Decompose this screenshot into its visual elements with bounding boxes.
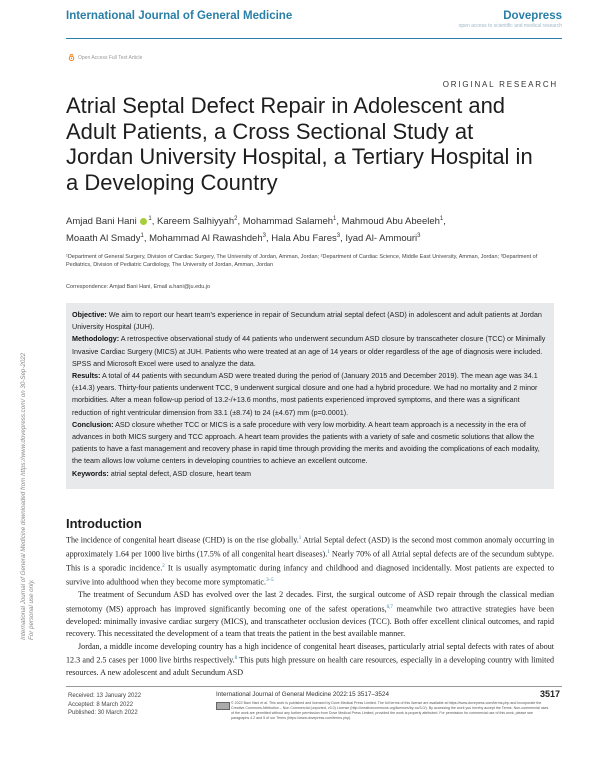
author-name[interactable]: , Iyad Al- Ammouri [340, 233, 418, 245]
abstract-keywords [72, 468, 548, 480]
reference-link[interactable]: 2 [162, 564, 165, 570]
author-name[interactable]: Moaath Al Smady [66, 233, 141, 245]
paragraph [66, 533, 554, 589]
publisher-brand[interactable] [459, 10, 562, 29]
abstract-text: ASD closure whether TCC or MICS is a safe procedure with very low morbidity. A heart team approach is a necessity in the era of advances in both MICS surgery and TCC approach. A heart team provides the patients with a variety of safe and cosmetic solutions that allow the patients to have a fast management and recovery phase in rapid time through providing the merits and avoiding the complications of each modality, the team allows low volume centers in developing countries to achieve an excellent outcome. [72, 419, 540, 466]
abstract-label: Objective: [72, 310, 107, 319]
footer-divider [66, 686, 562, 687]
author-name[interactable]: , Kareem Salhiyyah [151, 216, 235, 228]
download-line: International Journal of General Medicine downloaded from https://www.dovepress.com/ on 30-Sep-2022 [20, 352, 27, 640]
text: Nearly 70% of all Atrial septal defects are of the secundum subtype. This is a sporadic incidence. [66, 549, 554, 573]
abstract-results [72, 370, 548, 419]
affiliation-ref: 3 [262, 233, 266, 240]
abstract-label: Conclusion: [72, 419, 114, 429]
citation-line[interactable]: International Journal of General Medicine 2022:15 3517–3524 [216, 691, 389, 698]
open-access-label: Open Access Full Text Article [78, 54, 143, 61]
abstract-text: A total of 44 patients with secundum ASD were treated during the period of (January 2015 and December 2019). The mean age was 34.1 (±14.3) years. Thirty-four patients underwent TCC, 9 underwent surgical closure and one had a hybrid procedure. We had no mortality and 2 minor morbidities. After a mean follow-up period of 13.2-/+13.6 months, most patients experienced improved symptoms, and there was a significant reduction of right ventricular dimension from 33.1 (±8.74) to 24 (±4.67) mm (p=0.0001). [72, 371, 538, 417]
author-name[interactable]: , Mohammad Salameh [237, 216, 334, 228]
affiliation-ref: 1 [333, 216, 337, 222]
article-type: ORIGINAL RESEARCH [442, 80, 558, 89]
text: The incidence of congenital heart disease (CHD) is on the rise globally. [66, 535, 299, 545]
author-name[interactable]: , Hala Abu Fares [265, 233, 337, 245]
introduction-body [66, 533, 554, 680]
author-line-1: Amjad Bani Hani $^1$, Kareem Salhiyyah$^2$, Mohammad Salameh$^1$, Mahmoud Abu Abeeleh$^1$, [66, 216, 446, 228]
author-name[interactable]: , Mahmoud Abu Abeeleh [336, 216, 440, 228]
affiliation-ref: 2 [234, 216, 238, 222]
publisher-tagline: open access to scientific and medical research [458, 23, 562, 29]
affiliation-ref: 1 [140, 233, 144, 240]
download-watermark [6, 140, 36, 640]
received-date: Received: 13 January 2022 [68, 693, 142, 699]
download-watermark-text [20, 353, 36, 640]
article-title: Atrial Septal Defect Repair in Adolescent and Adult Patients, a Cross Sectional Study at Jordan University Hospital, a Tertiary Hospital in a Developing Country [66, 93, 533, 195]
orcid-icon[interactable] [140, 218, 147, 225]
correspondence: Correspondence: Amjad Bani Hani, Email a.hani@ju.edu.jo [66, 284, 211, 290]
open-access-lock-icon [68, 54, 75, 61]
accepted-date: Accepted: 8 March 2022 [68, 701, 134, 708]
text: It is usually asymptomatic during infancy and childhood and diagnosed incidentally. Most patients are expected to survive into adulthood when they become more symptomatic. [66, 563, 554, 587]
publisher-name: Dovepress [503, 10, 562, 22]
text: The treatment of Secundum ASD has evolved over the last 2 decades. First, the surgical outcome of ASD repair through the classical median sternotomy (MS) approach has improved significantly becoming one of the safest operations, [66, 590, 554, 614]
text: Jordan, a middle income developing country has a high incidence of congenital heart diseases, particularly atrial septal defects with rates of about 12.3 and 2.5 cases per 1000 live births respectively. [66, 641, 554, 665]
abstract-label: Results: [72, 371, 101, 381]
reference-link[interactable]: 3–5 [266, 578, 274, 584]
abstract-text: A retrospective observational study of 44 patients who underwent secundum ASD closure by transcatheter closure (TCC) or Minimally Invasive Cardiac Surgery (MICS) at JUH. Patients who were treated at an age of 14 years or older regardless of the age of diagnosis were included. SPSS and Microsoft Excel were used to analyze the data. [72, 334, 546, 368]
author-list [66, 212, 536, 246]
author-name[interactable]: Amjad Bani Hani [66, 216, 137, 228]
journal-name[interactable]: International Journal of General Medicine [66, 10, 293, 22]
personal-use-line: For personal use only. [28, 579, 35, 640]
author-line-2 [66, 229, 536, 246]
section-heading-introduction: Introduction [66, 516, 142, 531]
affiliation-ref: 3 [336, 233, 341, 240]
reference-link[interactable]: 1 [327, 550, 330, 556]
affiliation-ref: 3 [417, 233, 421, 240]
author-name[interactable]: , Mohammad Al Rawashdeh [143, 233, 263, 245]
abstract [72, 309, 548, 480]
creative-commons-icon[interactable] [216, 702, 230, 710]
abstract-text: We aim to report our heart team's experience in repair of Secundum atrial septal defect (ASD) in adolescent and adult patients at Jordan University Hospital (JUH). [72, 310, 542, 332]
affiliation-ref: 1 [439, 216, 444, 222]
text: Atrial Septal defect (ASD) is the second most common anomaly occurring in approximately 1.64 per 1000 live births (17.5% of all congenital heart diseases). [66, 535, 554, 559]
reference-link[interactable]: 1 [298, 536, 302, 541]
open-access-badge [68, 54, 142, 61]
published-date: Published: 30 March 2022 [68, 710, 138, 716]
article-dates [68, 692, 141, 718]
abstract-text: atrial septal defect, ASD closure, heart team [108, 468, 251, 478]
reference-link[interactable]: 6,7 [386, 604, 393, 610]
text: This puts high pressure on health care resources, especially in a developing country with limited resources. A new adolescent and adult Secundum ASD [66, 655, 555, 678]
header-divider [66, 38, 562, 39]
abstract-methodology [72, 333, 548, 370]
abstract-label: Methodology: [72, 334, 120, 344]
page-number: 3517 [539, 689, 560, 699]
paragraph [66, 641, 554, 680]
abstract-conclusion [72, 419, 548, 468]
affiliation-ref: 1 [148, 216, 152, 222]
paragraph [66, 589, 554, 640]
license-text: © 2022 Bani Hani et al. This work is published and licensed by Dove Medical Press Limited. The full terms of this license are available at https://www.dovepress.com/terms.php and incorporate the Creative Commons Attribution – Non Commercial (unported, v3.0) License (http://creativecommons.org/licenses/by-nc/3.0/). By accessing the work you hereby accept the Terms. Non-commercial uses of the work are permitted without any further permission from Dove Medical Press Limited, provided the work is properly attributed. For permission for commercial use of this work, please see paragraphs 4.2 and 5 of our Terms (https://www.dovepress.com/terms.php). [231, 701, 549, 720]
reference-link[interactable]: 8 [234, 656, 238, 662]
text: meanwhile two attractive strategies have been developed: minimally invasive cardiac surgery (MICS), and transcatheter occlusion devices (TCC). Both offer excellent clinical outcomes, and rapid recovery. This necessitated the development of a team that treats the patient in the best available manner. [66, 604, 554, 639]
affiliations: ¹Department of General Surgery, Division of Cardiac Surgery, The University of Jordan, Amman, Jordan; ²Department of Cardiac Science, Middle East University, Amman, Jordan; ³Department of Pediatrics, Division of Pediatric Cardiology, The University of Jordan, Amman, Jordan [66, 254, 538, 268]
abstract-objective [72, 309, 548, 333]
abstract-label: Keywords: [72, 468, 109, 478]
